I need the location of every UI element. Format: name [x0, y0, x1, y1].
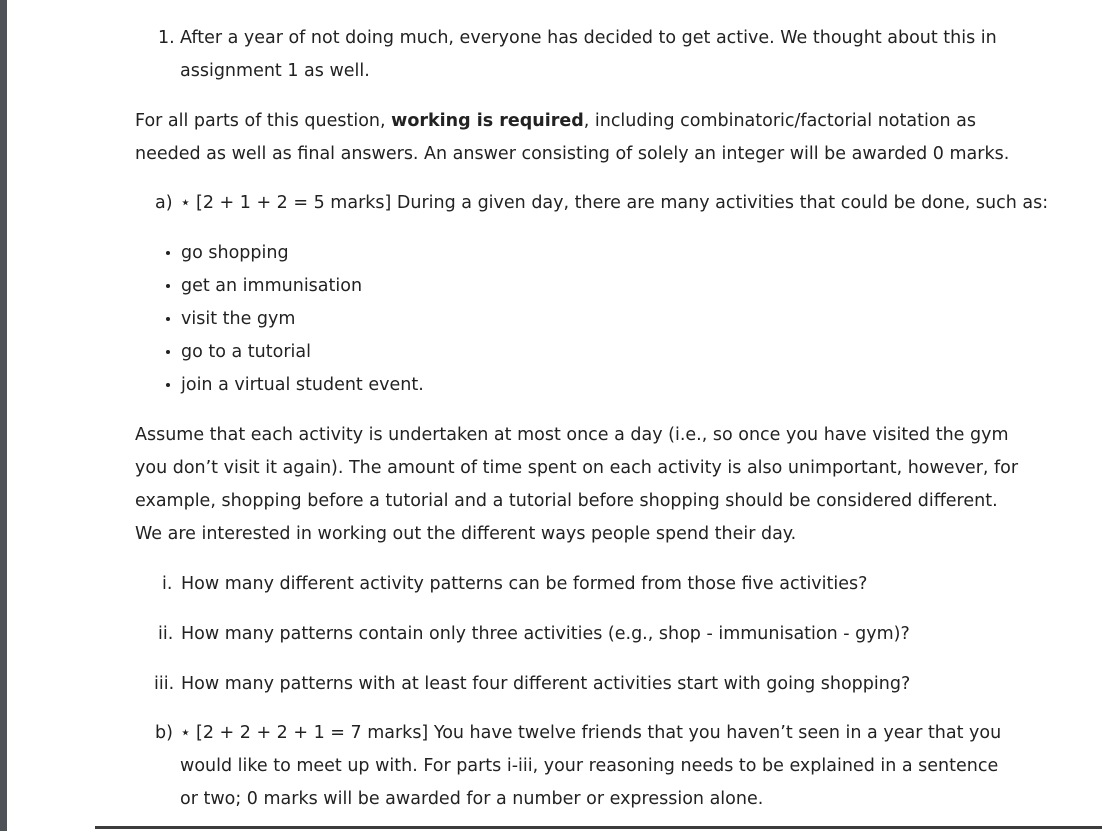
part-a-label: a): [155, 193, 173, 213]
intro-post: , including combinatoric/factorial notation as: [583, 111, 977, 131]
bullet-icon: [166, 317, 170, 321]
question-number: 1.: [158, 28, 175, 48]
part-b-line3: or two; 0 marks will be awarded for a number or expression alone.: [180, 789, 764, 809]
assume-line2: you don’t visit it again). The amount of time spent on each activity is also unimportant, however, for: [135, 458, 1019, 478]
sub-question-label: iii.: [154, 674, 175, 694]
intro-line1: [135, 110, 976, 132]
part-b-line2: would like to meet up with. For parts i-iii, your reasoning needs to be explained in a sentence: [180, 756, 999, 776]
assume-line3: example, shopping before a tutorial and a tutorial before shopping should be considered different.: [135, 491, 998, 511]
assume-line1: Assume that each activity is undertaken at most once a day (i.e., so once you have visited the gym: [135, 425, 1009, 445]
sub-question-label: i.: [162, 574, 173, 594]
star-icon: ⋆: [180, 193, 191, 213]
question-text-line1: After a year of not doing much, everyone has decided to get active. We thought about this in: [180, 28, 997, 48]
sub-question-text: How many different activity patterns can be formed from those five activities?: [181, 574, 868, 594]
assume-line4: We are interested in working out the different ways people spend their day.: [135, 524, 797, 544]
activity-item: join a virtual student event.: [181, 375, 424, 395]
part-a-text: [2 + 1 + 2 = 5 marks] During a given day, there are many activities that could be done, such as:: [196, 193, 1049, 213]
part-b-line1: [2 + 2 + 2 + 1 = 7 marks] You have twelve friends that you haven’t seen in a year that you: [196, 723, 1002, 743]
star-icon: ⋆: [180, 723, 191, 743]
sub-question-text: How many patterns contain only three activities (e.g., shop - immunisation - gym)?: [181, 624, 910, 644]
sub-question-text: How many patterns with at least four different activities start with going shopping?: [181, 674, 911, 694]
part-b-label: b): [155, 723, 173, 743]
page-bottom-divider: [95, 826, 1102, 829]
left-border: [0, 0, 7, 831]
question-text-line2: assignment 1 as well.: [180, 61, 370, 81]
activity-item: get an immunisation: [181, 276, 363, 296]
bullet-icon: [166, 383, 170, 387]
bullet-icon: [166, 284, 170, 288]
intro-line2: needed as well as final answers. An answer consisting of solely an integer will be awarded 0 marks.: [135, 144, 1010, 164]
bullet-icon: [166, 251, 170, 255]
intro-pre: For all parts of this question,: [135, 111, 386, 131]
sub-question-label: ii.: [158, 624, 174, 644]
activity-item: go shopping: [181, 243, 289, 263]
activity-item: go to a tutorial: [181, 342, 311, 362]
activity-item: visit the gym: [181, 309, 296, 329]
intro-bold: working is required: [391, 111, 584, 131]
bullet-icon: [166, 350, 170, 354]
